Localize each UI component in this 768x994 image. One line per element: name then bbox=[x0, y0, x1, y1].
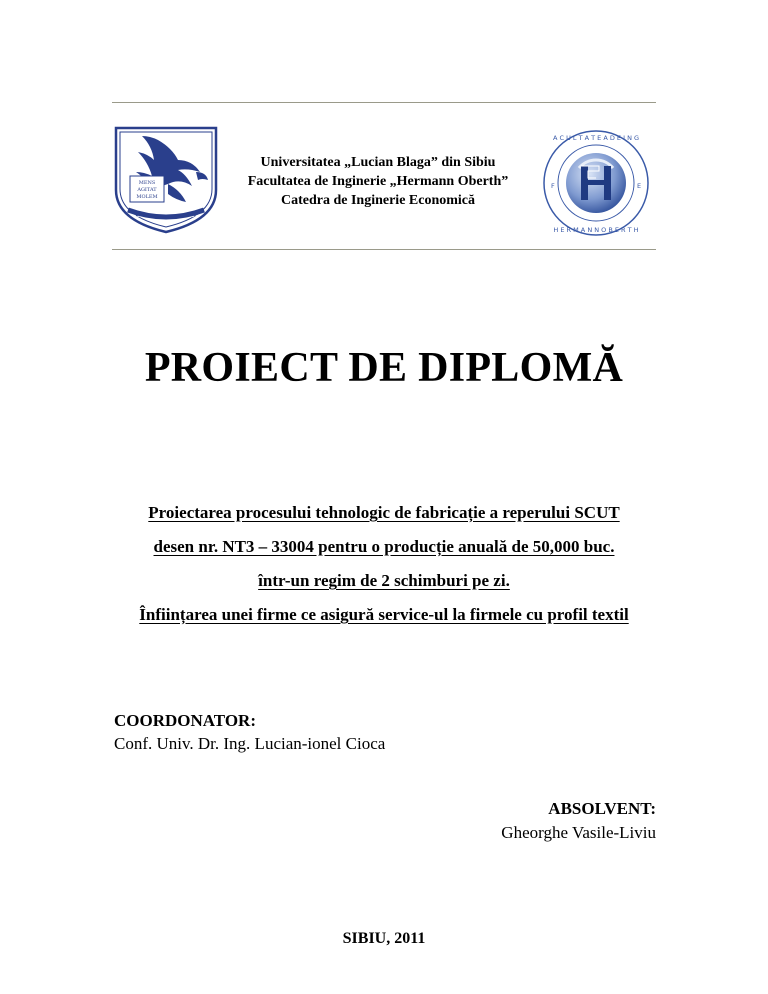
institution-header bbox=[214, 153, 542, 210]
subject-line: într-un regim de 2 schimburi pe zi. bbox=[258, 571, 510, 590]
university-name: Universitatea „Lucian Blaga” din Sibiu bbox=[260, 155, 496, 170]
eagle-crest-icon bbox=[108, 120, 224, 236]
svg-text:MOLEM: MOLEM bbox=[136, 194, 158, 200]
header-bottom-rule bbox=[112, 249, 656, 250]
subject-line: Proiectarea procesului tehnologic de fabricație a reperului SCUT bbox=[148, 503, 620, 522]
project-subject bbox=[80, 496, 688, 632]
svg-text:A C U L T A T E A D E I N: A C U L T A T E A D E I N G bbox=[552, 134, 640, 142]
subject-line: desen nr. NT3 – 33004 pentru o producție anuală de 50,000 buc. bbox=[153, 537, 615, 556]
faculty-logo bbox=[541, 128, 651, 238]
svg-text:E: E bbox=[637, 182, 642, 190]
document-title: PROIECT DE DIPLOMĂ bbox=[144, 345, 624, 391]
svg-text:H E R M A N N O B E R T H: H E R M A N N O B E R T H bbox=[553, 226, 639, 234]
svg-text:AGITAT: AGITAT bbox=[137, 187, 157, 193]
university-logo bbox=[108, 120, 224, 236]
place-and-year: SIBIU, 2011 bbox=[342, 930, 426, 947]
graduate-label: ABSOLVENT: bbox=[548, 799, 656, 818]
faculty-name: Facultatea de Inginerie „Hermann Oberth” bbox=[247, 174, 509, 189]
department-name: Catedra de Inginerie Economică bbox=[280, 193, 476, 208]
coordinator-block bbox=[114, 709, 385, 755]
svg-text:F: F bbox=[551, 182, 555, 190]
subject-line: Înființarea unei firme ce asigură service-ul la firmele cu profil textil bbox=[139, 605, 629, 624]
graduate-name: Gheorghe Vasile-Liviu bbox=[501, 823, 656, 842]
faculty-seal-icon bbox=[541, 128, 651, 238]
graduate-block bbox=[501, 797, 656, 845]
coordinator-name: Conf. Univ. Dr. Ing. Lucian-ionel Cioca bbox=[114, 734, 386, 753]
coordinator-label: COORDONATOR: bbox=[114, 711, 256, 730]
top-rule bbox=[112, 102, 656, 103]
svg-text:MENS: MENS bbox=[138, 180, 156, 186]
